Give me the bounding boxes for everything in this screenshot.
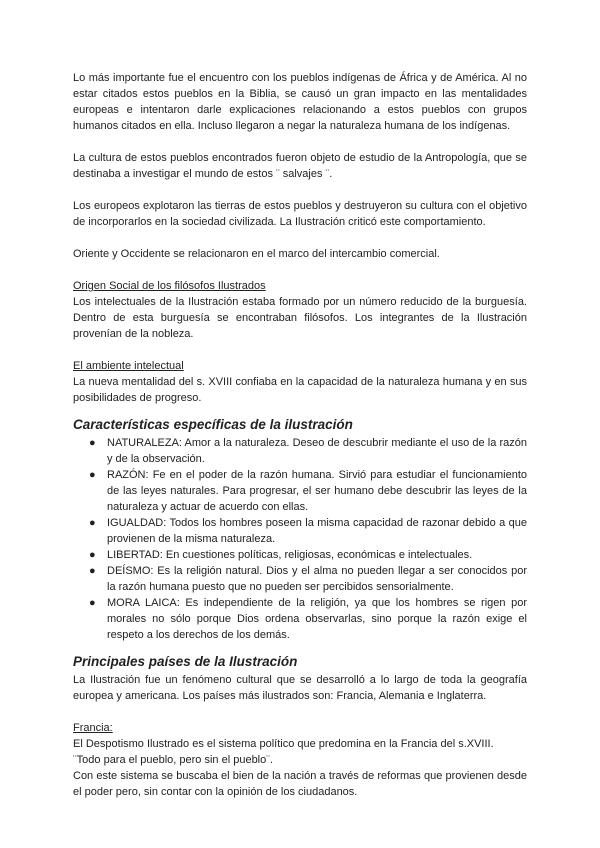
intro-paragraph-1: Lo más importante fue el encuentro con los pueblos indígenas de África y de América. Al no estar citados estos pueblos en la Biblia, se causó un gran impacto en las mentalidades europeas e intentaron darle explicaciones relacionando a estos pueblos con grupos humanos citados en ella. Incluso llegaron a negar la naturaleza humana de los indígenas.	[73, 72, 527, 132]
bullet-icon: ●	[89, 565, 96, 577]
francia-line-2: ¨Todo para el pueblo, pero sin el pueblo¨.	[73, 754, 273, 766]
list-item: ● NATURALEZA: Amor a la naturaleza. Deseo de descubrir mediante el uso de la razón y de la observación.	[89, 437, 527, 465]
intro-paragraph-3: Los europeos explotaron las tierras de estos pueblos y destruyeron su cultura con el objetivo de incorporarlos en la sociedad civilizada. La Ilustración criticó este comportamiento.	[73, 200, 527, 228]
caracteristicas-heading: Características específicas de la ilustración	[73, 417, 353, 432]
paises-heading: Principales países de la Ilustración	[73, 654, 298, 669]
origen-heading: Origen Social de los filósofos Ilustrados	[73, 280, 266, 292]
caracteristicas-list	[73, 435, 527, 643]
list-item: ● RAZÓN: Fe en el poder de la razón humana. Sirvió para estudiar el funcionamiento de las leyes naturales. Para progresar, el ser humano debe descubrir las leyes de la naturaleza y actuar de acuerdo con ellas.	[89, 469, 527, 513]
document-page	[73, 70, 527, 800]
francia-line-1: El Despotismo Ilustrado es el sistema político que predomina en la Francia del s.XVIII.	[73, 738, 494, 750]
ambiente-heading: El ambiente intelectual	[73, 360, 184, 372]
bullet-icon: ●	[89, 469, 96, 481]
bullet-icon: ●	[89, 549, 96, 561]
list-item: ● LIBERTAD: En cuestiones políticas, religiosas, económicas e intelectuales.	[89, 549, 473, 561]
francia-line-3: Con este sistema se buscaba el bien de la nación a través de reformas que provienen desde el poder pero, sin contar con la opinión de los ciudadanos.	[73, 770, 527, 798]
ambiente-text: La nueva mentalidad del s. XVIII confiaba en la capacidad de la naturaleza humana y en sus posibilidades de progreso.	[73, 376, 527, 404]
paises-text: La Ilustración fue un fenómeno cultural que se desarrolló a lo largo de toda la geografía europea y americana. Los países más ilustrados son: Francia, Alemania e Inglaterra.	[73, 674, 527, 702]
bullet-icon: ●	[89, 517, 96, 529]
list-item: ● DEÍSMO: Es la religión natural. Dios y el alma no pueden llegar a ser conocidos por la razón humana puesto que no pueden ser percibidos sensorialmente.	[89, 565, 527, 593]
list-item: ● IGUALDAD: Todos los hombres poseen la misma capacidad de razonar debido a que provienen de la misma naturaleza.	[89, 517, 527, 545]
intro-paragraph-2: La cultura de estos pueblos encontrados fueron objeto de estudio de la Antropología, que se destinaba a investigar el mundo de estos ¨ salvajes ¨.	[73, 152, 527, 180]
intro-paragraph-4: Oriente y Occidente se relacionaron en el marco del intercambio comercial.	[73, 248, 440, 260]
list-item: ● MORA LAICA: Es independiente de la religión, ya que los hombres se rigen por morales no sólo porque Dios ordena observarlas, sino porque la razón exige el respeto a los derechos de los demás.	[89, 597, 527, 641]
origen-text: Los intelectuales de la Ilustración estaba formado por un número reducido de la burguesía. Dentro de esta burguesía se encontraban filósofos. Los integrantes de la Ilustración provenían de la nobleza.	[73, 296, 527, 340]
bullet-icon: ●	[89, 597, 96, 609]
bullet-icon: ●	[89, 437, 96, 449]
francia-heading: Francia:	[73, 722, 113, 734]
